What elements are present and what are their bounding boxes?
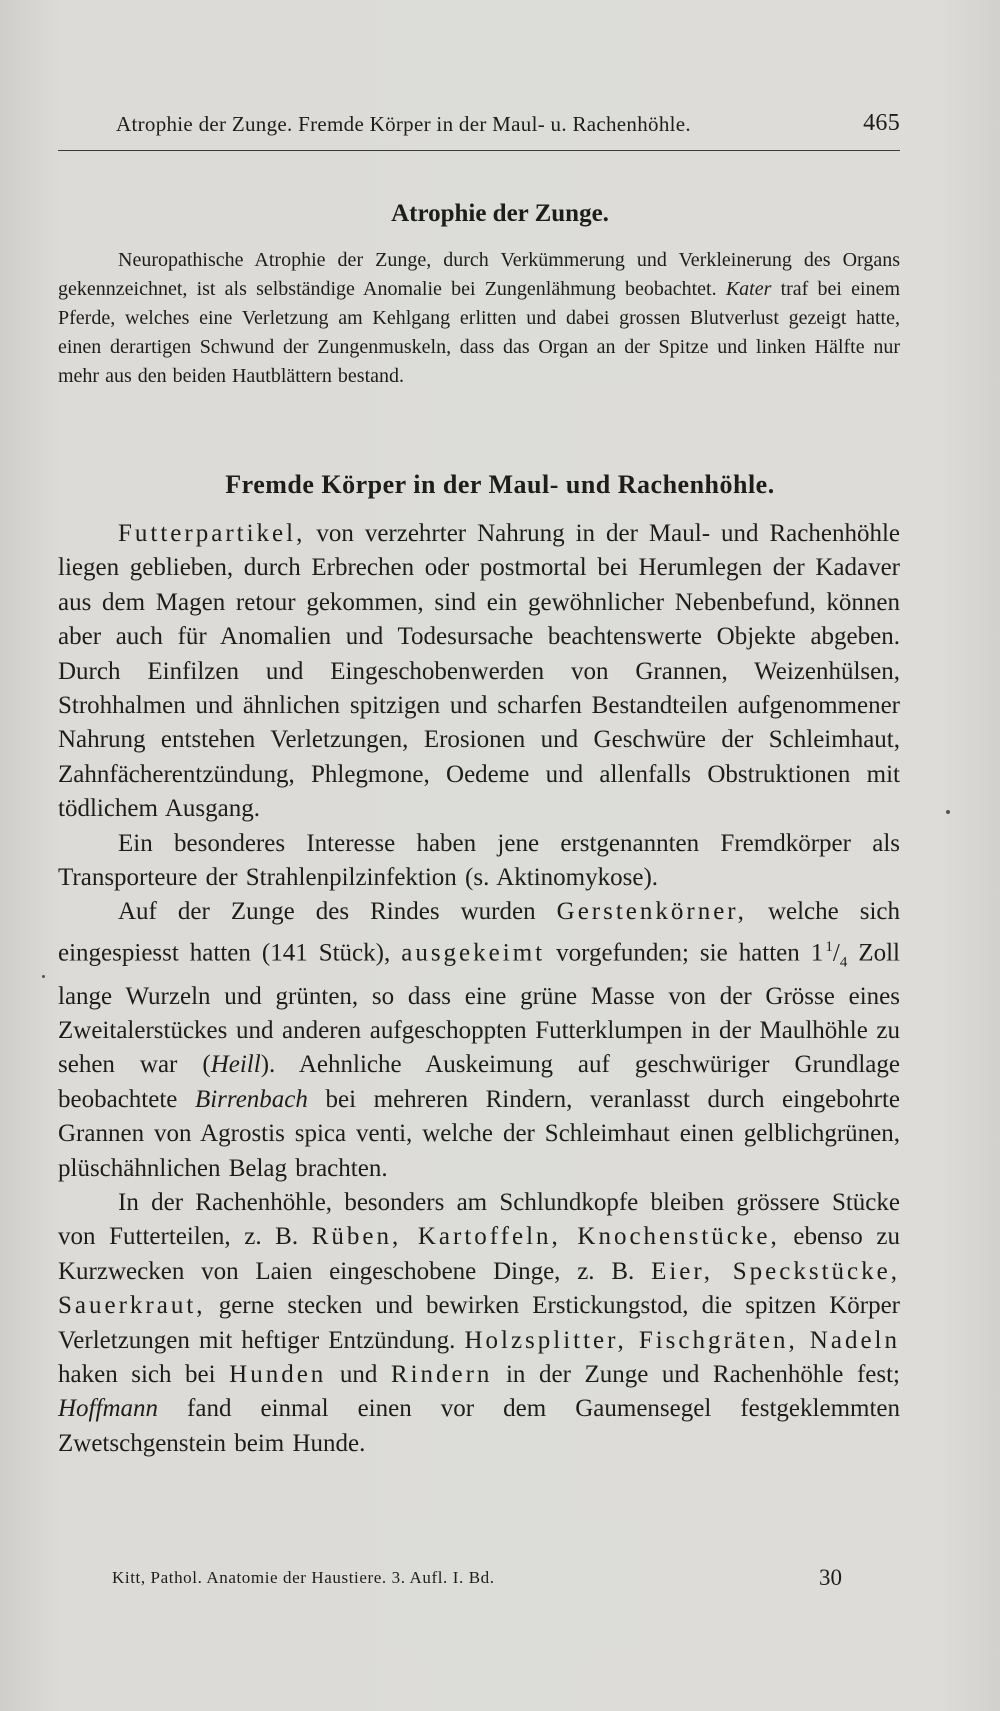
paragraph-atrophie: Neuropathische Atrophie der Zunge, durch Verkümmerung und Verkleinerung des Organs gekennzeichnet, ist als selbständige Anomalie bei Zungenlähmung beobachtet. Kater traf bei einem Pferde, welches eine Verletzung am Kehlgang erlitten und dabei grossen Blutverlust gezeigt hatte, einen derartigen Schwund der Zungenmuskeln, dass das Organ an der Spitze und linken Hälfte nur mehr aus den beiden Hautblättern bestand. bbox=[58, 249, 901, 387]
paragraph-futterpartikel: Futterpartikel, von verzehrter Nahrung in der Maul- und Rachenhöhle liegen geblieben, durch Erbrechen oder postmortal bei Herumlegen der Kadaver aus dem Magen retour gekommen, sind ein gewöhnlicher Nebenbefund, können aber auch für Anomalien und Todesursache beachtenswerte Objekte abgeben. Durch Einfilzen und Eingeschobenwerden von Grannen, Weizenhülsen, Strohhalmen und ähnlichen spitzigen und scharfen Bestandteilen aufgenommener Nahrung entstehen Verletzungen, Erosionen und Geschwüre der Schleimhaut, Zahnfächerentzündung, Phlegmone, Oedeme und allenfalls Obstruktionen mit tödlichem Ausgang. bbox=[58, 520, 900, 823]
section-body-fremde-koerper bbox=[58, 517, 900, 1461]
signature-number: 30 bbox=[819, 1565, 842, 1590]
page-number: 465 bbox=[863, 110, 900, 136]
header-rule bbox=[58, 150, 900, 151]
paragraph-zunge-rind: Auf der Zunge des Rindes wurden Gerstenkörner, welche sich eingespiesst hatten (141 Stück), ausgekeimt vorgefunden; sie hatten 1 $^1/_4$ Zoll lange Wurzeln und grünten, so dass eine grüne Masse von der Grösse eines Zweitalerstückes und anderen aufgeschoppten Futterklumpen in der Maulhöhle zu sehen war (Heill). Aehnliche Auskeimung auf geschwüriger Grundlage beobachtete Birrenbach bei mehreren Rindern, veranlasst durch eingebohrte Grannen von Agrostis spica venti, welche der Schleimhaut einen gelblichgrünen, plüschähnlichen Belag brachten. bbox=[58, 898, 901, 1182]
author-name: Kater bbox=[725, 278, 772, 300]
author-name: Hoffmann bbox=[58, 1395, 158, 1423]
author-name: Heill bbox=[210, 1051, 261, 1079]
running-head-title: Atrophie der Zunge. Fremde Körper in der Maul- u. Rachenhöhle. bbox=[116, 112, 691, 136]
section-heading-fremde-koerper: Fremde Körper in der Maul- und Rachenhöhle. bbox=[225, 470, 775, 499]
paragraph-rachenhoehle: In der Rachenhöhle, besonders am Schlundkopfe bleiben grössere Stücke von Futterteilen, z. B. Rüben, Kartoffeln, Knochenstücke, ebenso zu Kurzwecken von Laien eingeschobene Dinge, z. B. Eier, Speckstücke, Sauerkraut, gerne stecken und bewirken Erstickungstod, die spitzen Körper Verletzungen mit heftiger Entzündung. Holzsplitter, Fischgräten, Nadeln haken sich bei Hunden und Rindern in der Zunge und Rachenhöhle fest; Hoffmann fand einmal einen vor dem Gaumensegel festgeklemmten Zwetschgenstein beim Hunde. bbox=[58, 1189, 901, 1457]
author-name: Birrenbach bbox=[194, 1085, 308, 1113]
paper-speck bbox=[946, 810, 950, 814]
footer-signature: Kitt, Pathol. Anatomie der Haustiere. 3. Aufl. I. Bd. bbox=[112, 1568, 495, 1587]
paper-speck bbox=[42, 975, 45, 978]
section-heading-atrophie: Atrophie der Zunge. bbox=[391, 200, 609, 227]
paragraph-interesse: Ein besonderes Interesse haben jene erstgenannten Fremdkörper als Transporteure der Strahlenpilzinfektion (s. Aktinomykose). bbox=[58, 829, 900, 892]
footer bbox=[112, 1565, 842, 1590]
